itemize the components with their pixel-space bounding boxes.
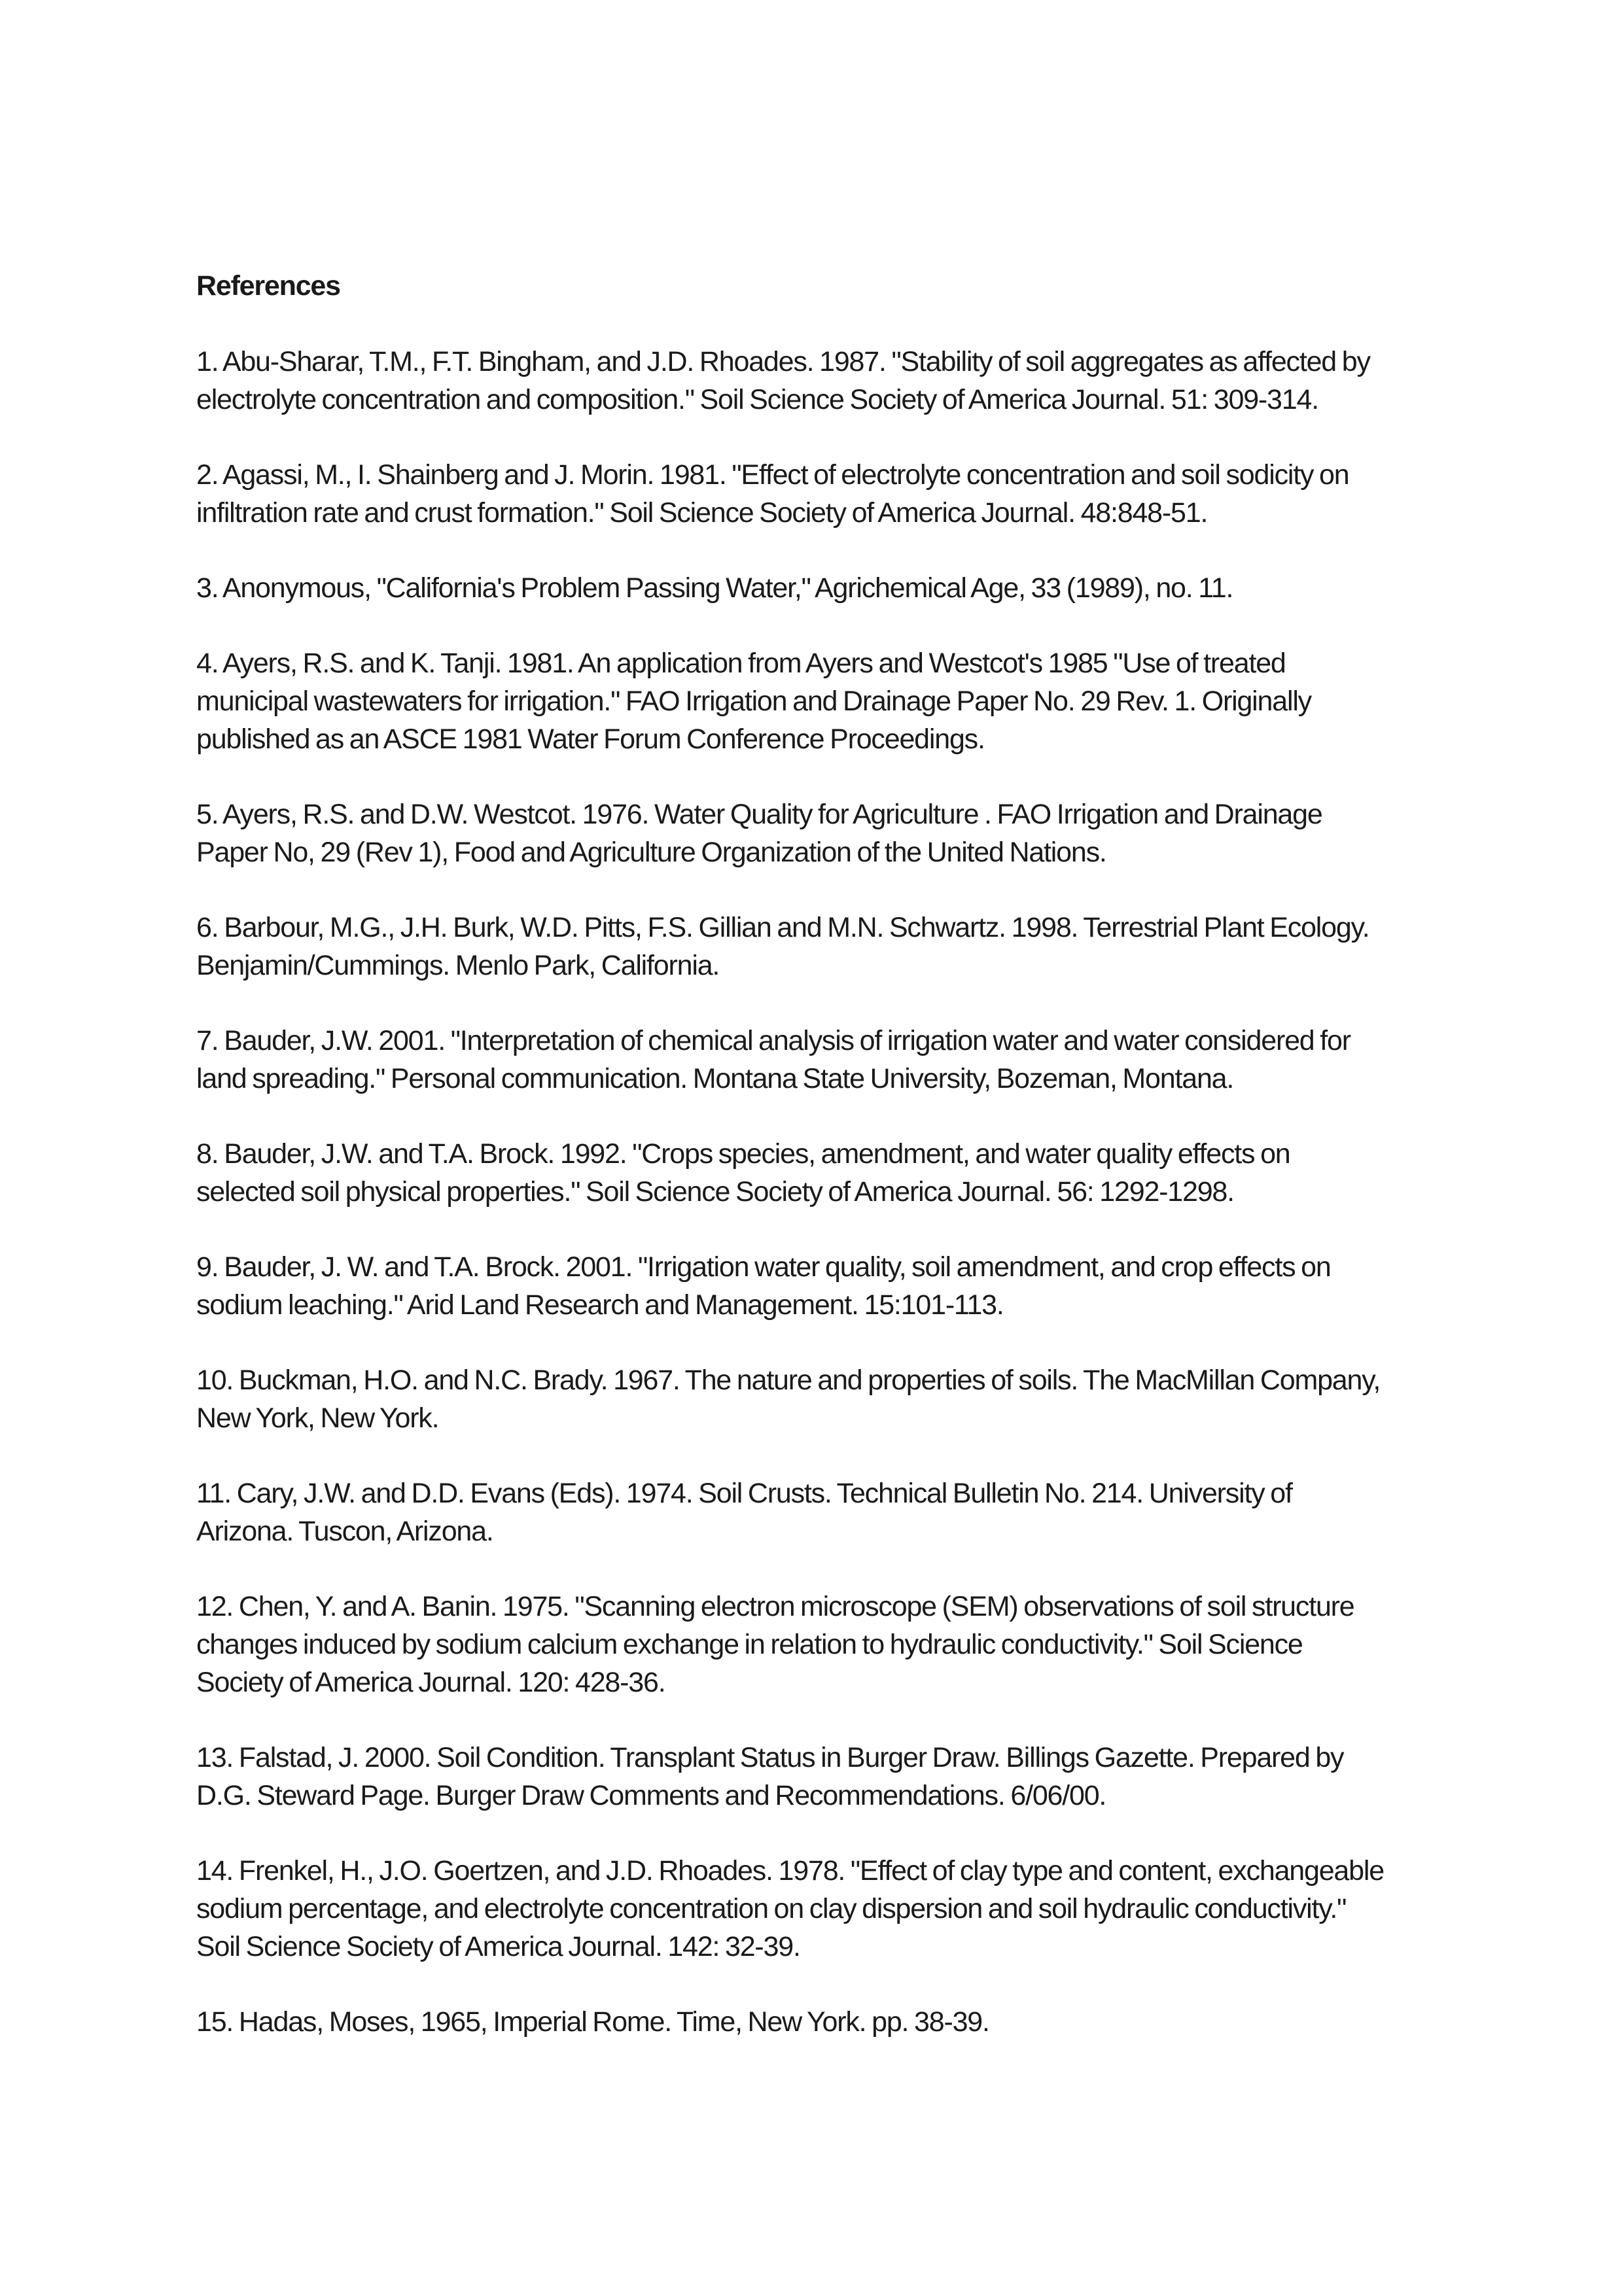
reference-line: D.G. Steward Page. Burger Draw Comments and Recommendations. 6/06/00. — [196, 1780, 1106, 1811]
reference-line: 12. Chen, Y. and A. Banin. 1975. "Scanning electron microscope (SEM) observations of soil structure — [196, 1591, 1354, 1622]
reference-line: published as an ASCE 1981 Water Forum Conference Proceedings. — [196, 723, 985, 755]
reference-line: selected soil physical properties." Soil Science Society of America Journal. 56: 1292-1298. — [196, 1176, 1234, 1208]
reference-line: 8. Bauder, J.W. and T.A. Brock. 1992. "Crops species, amendment, and water quality effects on — [196, 1138, 1290, 1170]
reference-line: Society of America Journal. 120: 428-36. — [196, 1667, 665, 1698]
reference-line: 6. Barbour, M.G., J.H. Burk, W.D. Pitts, F.S. Gillian and M.N. Schwartz. 1998. Terrestrial Plant Ecology. — [196, 912, 1369, 943]
reference-item — [196, 909, 1453, 984]
reference-list — [196, 343, 1453, 2041]
reference-item — [196, 1739, 1453, 1815]
reference-line: 9. Bauder, J. W. and T.A. Brock. 2001. "Irrigation water quality, soil amendment, and crop effects on — [196, 1251, 1331, 1283]
reference-line: 4. Ayers, R.S. and K. Tanji. 1981. An application from Ayers and Westcot's 1985 "Use of treated — [196, 648, 1286, 679]
reference-line: Benjamin/Cummings. Menlo Park, California. — [196, 950, 720, 981]
reference-item — [196, 644, 1453, 758]
reference-item — [196, 1588, 1453, 1701]
reference-line: 7. Bauder, J.W. 2001. "Interpretation of chemical analysis of irrigation water and water considered for — [196, 1025, 1350, 1056]
reference-line: Soil Science Society of America Journal. 142: 32-39. — [196, 1931, 800, 1962]
reference-line: Paper No, 29 (Rev 1), Food and Agriculture Organization of the United Nations. — [196, 837, 1106, 868]
reference-line: infiltration rate and crust formation." Soil Science Society of America Journal. 48:848-51. — [196, 497, 1208, 529]
reference-line: 1. Abu-Sharar, T.M., F.T. Bingham, and J.D. Rhoades. 1987. "Stability of soil aggregates as affected by — [196, 346, 1370, 377]
reference-item — [196, 1852, 1453, 1966]
reference-line: 2. Agassi, M., I. Shainberg and J. Morin. 1981. "Effect of electrolyte concentration and soil sodicity on — [196, 459, 1349, 491]
reference-item — [196, 2003, 1453, 2041]
reference-line: electrolyte concentration and composition." Soil Science Society of America Journal. 51: 309-314. — [196, 384, 1318, 415]
reference-item — [196, 1022, 1453, 1098]
reference-item — [196, 1248, 1453, 1324]
document-page — [196, 267, 1453, 2078]
reference-line: 10. Buckman, H.O. and N.C. Brady. 1967. The nature and properties of soils. The MacMillan Company, — [196, 1365, 1381, 1396]
reference-line: 14. Frenkel, H., J.O. Goertzen, and J.D. Rhoades. 1978. "Effect of clay type and content, exchangeable — [196, 1855, 1384, 1887]
reference-item — [196, 1474, 1453, 1550]
reference-item — [196, 569, 1453, 607]
reference-line: 13. Falstad, J. 2000. Soil Condition. Transplant Status in Burger Draw. Billings Gazette. Prepared by — [196, 1742, 1344, 1773]
reference-item — [196, 795, 1453, 871]
reference-line: changes induced by sodium calcium exchange in relation to hydraulic conductivity." Soil Science — [196, 1629, 1303, 1660]
reference-line: Arizona. Tuscon, Arizona. — [196, 1516, 493, 1547]
reference-line: land spreading." Personal communication. Montana State University, Bozeman, Montana. — [196, 1063, 1234, 1094]
reference-item — [196, 1135, 1453, 1211]
reference-line: New York, New York. — [196, 1402, 439, 1434]
reference-line: 5. Ayers, R.S. and D.W. Westcot. 1976. Water Quality for Agriculture . FAO Irrigation and Drainage — [196, 799, 1322, 830]
reference-line: sodium percentage, and electrolyte concentration on clay dispersion and soil hydraulic conductivity." — [196, 1893, 1347, 1924]
reference-line: sodium leaching." Arid Land Research and Management. 15:101-113. — [196, 1289, 1004, 1321]
reference-line: 3. Anonymous, "California's Problem Passing Water," Agrichemical Age, 33 (1989), no. 11. — [196, 572, 1233, 604]
reference-line: 15. Hadas, Moses, 1965, Imperial Rome. Time, New York. pp. 38-39. — [196, 2006, 989, 2038]
reference-item — [196, 1361, 1453, 1437]
reference-item — [196, 343, 1453, 419]
reference-line: municipal wastewaters for irrigation." FAO Irrigation and Drainage Paper No. 29 Rev. 1. Originally — [196, 686, 1311, 717]
references-heading: References — [196, 270, 340, 302]
reference-line: 11. Cary, J.W. and D.D. Evans (Eds). 1974. Soil Crusts. Technical Bulletin No. 214. University of — [196, 1478, 1292, 1509]
reference-item — [196, 456, 1453, 532]
